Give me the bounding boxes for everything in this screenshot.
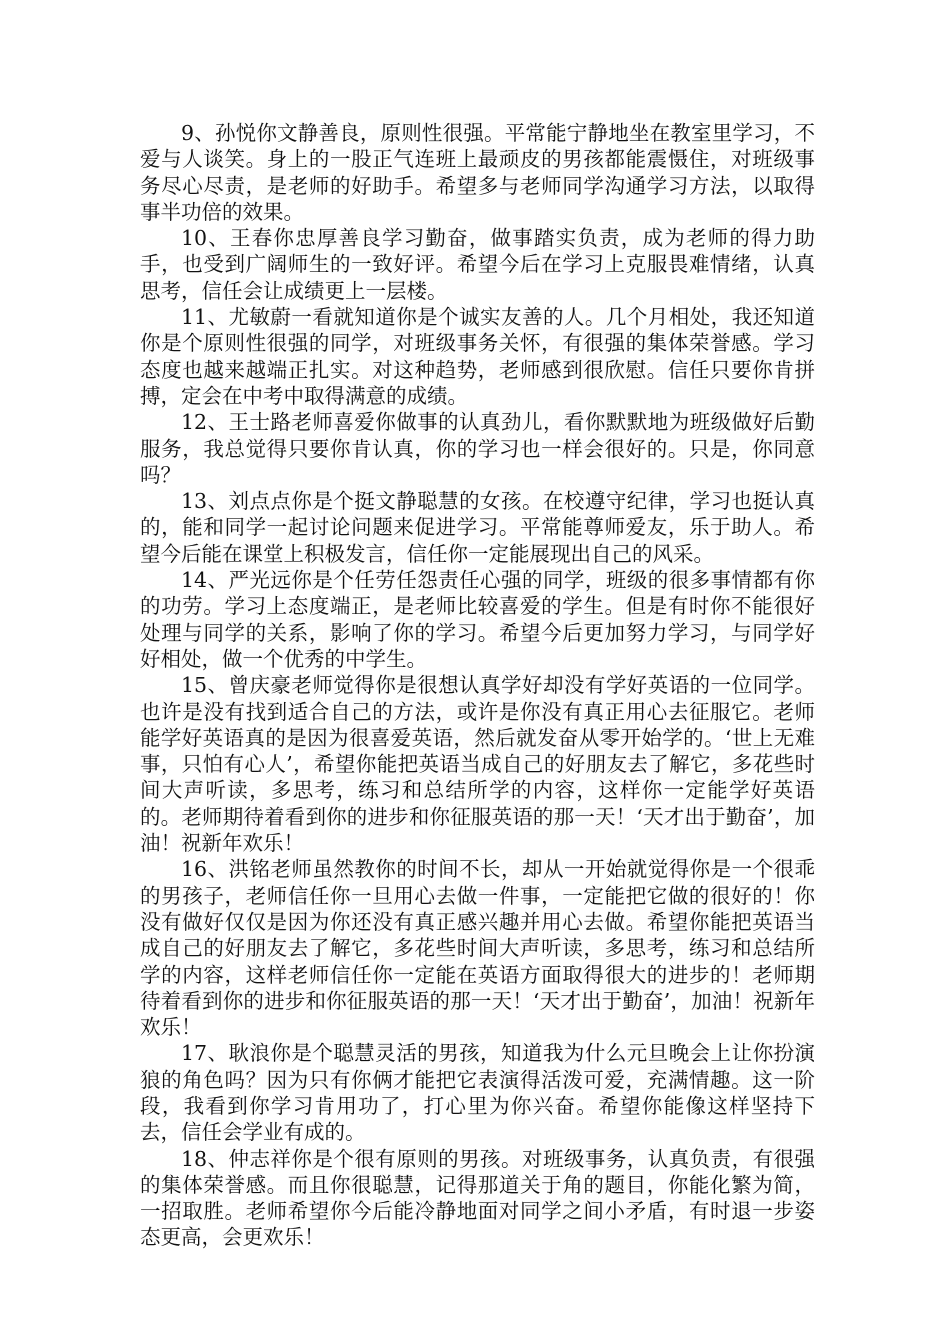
paragraph-10: 10、王春你忠厚善良学习勤奋，做事踏实负责，成为老师的得力助手，也受到广阔师生的一致好评。希望今后在学习上克服畏难情绪，认真思考，信任会让成绩更上一层楼。 (140, 226, 815, 303)
paragraph-18: 18、仲志祥你是个很有原则的男孩。对班级事务，认真负责，有很强的集体荣誉感。而且你很聪慧，记得那道关于角的题目，你能化繁为简，一招取胜。老师希望你今后能冷静地面对同学之间小矛盾，有时退一步姿态更高，会更欢乐！ (140, 1146, 815, 1250)
paragraph-12: 12、王士路老师喜爱你做事的认真劲儿，看你默默地为班级做好后勤服务，我总觉得只要你肯认真，你的学习也一样会很好的。只是，你同意吗？ (140, 410, 815, 487)
paragraph-16: 16、洪铭老师虽然教你的时间不长，却从一开始就觉得你是一个很乖的男孩子，老师信任你一旦用心去做一件事，一定能把它做的很好的！你没有做好仅仅是因为你还没有真正感兴趣并用心去做。希望你能把英语当成自己的好朋友去了解它，多花些时间大声听读，多思考，练习和总结所学的内容，这样老师信任你一定能在英语方面取得很大的进步的！老师期待着看到你的进步和你征服英语的那一天！‘天才出于勤奋’，加油！祝新年欢乐！ (140, 857, 815, 1040)
paragraph-13: 13、刘点点你是个挺文静聪慧的女孩。在校遵守纪律，学习也挺认真的，能和同学一起讨论问题来促进学习。平常能尊师爱友，乐于助人。希望今后能在课堂上积极发言，信任你一定能展现出自己的风采。 (140, 489, 815, 566)
paragraph-9: 9、孙悦你文静善良，原则性很强。平常能宁静地坐在教室里学习，不爱与人谈笑。身上的一股正气连班上最顽皮的男孩都能震慑住，对班级事务尽心尽责，是老师的好助手。希望多与老师同学沟通学习方法，以取得事半功倍的效果。 (140, 121, 815, 224)
paragraph-11: 11、尤敏蔚一看就知道你是个诚实友善的人。几个月相处，我还知道你是个原则性很强的同学，对班级事务关怀，有很强的集体荣誉感。学习态度也越来越端正扎实。对这种趋势，老师感到很欣慰。信任只要你肯拼搏，定会在中考中取得满意的成绩。 (140, 305, 815, 408)
paragraph-17: 17、耿浪你是个聪慧灵活的男孩，知道我为什么元旦晚会上让你扮演狼的角色吗？因为只有你俩才能把它表演得活泼可爱，充满情趣。这一阶段，我看到你学习肯用功了，打心里为你兴奋。希望你能像这样坚持下去，信任会学业有成的。 (140, 1041, 815, 1145)
paragraph-14: 14、严光远你是个任劳任怨责任心强的同学，班级的很多事情都有你的功劳。学习上态度端正，是老师比较喜爱的学生。但是有时你不能很好处理与同学的关系，影响了你的学习。希望今后更加努力学习，与同学好好相处，做一个优秀的中学生。 (140, 568, 815, 671)
document-body (140, 120, 815, 1251)
paragraph-15: 15、曾庆豪老师觉得你是很想认真学好却没有学好英语的一位同学。也许是没有找到适合自己的方法，或许是你没有真正用心去征服它。老师能学好英语真的是因为很喜爱英语，然后就发奋从零开始学的。‘世上无难事，只怕有心人’，希望你能把英语当成自己的好朋友去了解它，多花些时间大声听读，多思考，练习和总结所学的内容，这样你一定能学好英语的。老师期待着看到你的进步和你征服英语的那一天！‘天才出于勤奋’，加油！祝新年欢乐！ (140, 673, 815, 856)
